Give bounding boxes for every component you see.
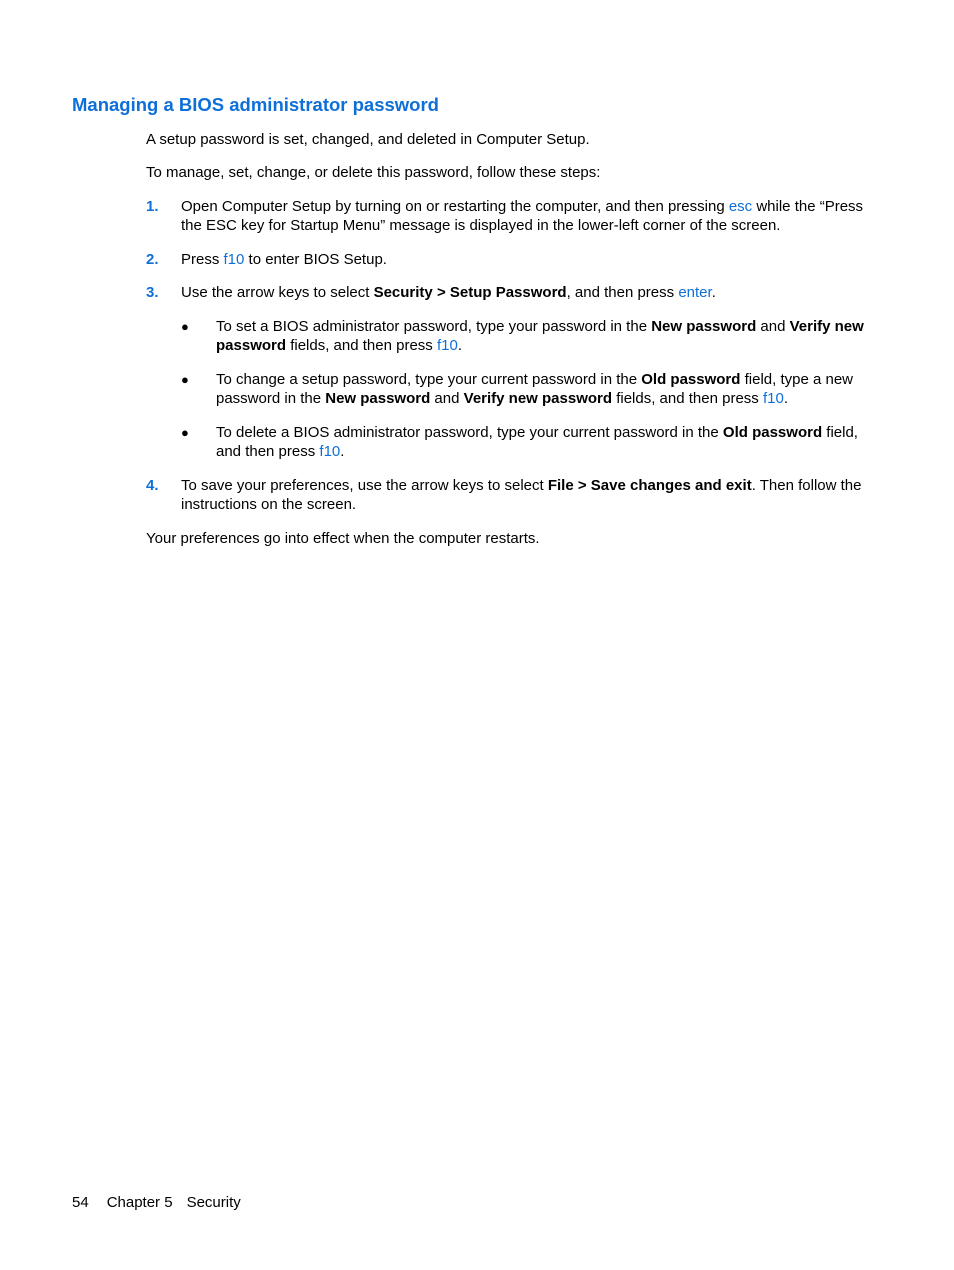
page-footer (72, 1193, 241, 1212)
bullet-text-part: field, and then press (216, 424, 858, 460)
page-title: Managing a BIOS administrator password (72, 94, 439, 115)
step-text-part: . (711, 284, 716, 301)
step-text-part: , and then press (566, 284, 679, 301)
field-name: New password (325, 390, 431, 407)
field-name: New password (651, 318, 757, 335)
bullet-text-part: fields, and then press (286, 337, 437, 354)
key-esc: esc (728, 198, 753, 215)
bullet-text-part: fields, and then press (612, 390, 763, 407)
key-enter: enter (678, 284, 712, 301)
field-name: Old password (641, 371, 741, 388)
field-name: Verify new password (216, 318, 864, 354)
step-text (181, 197, 876, 235)
step-number: 2. (146, 251, 159, 268)
step-text-part: Use the arrow keys to select (181, 284, 374, 301)
step-text (181, 250, 876, 269)
step-number: 4. (146, 477, 159, 494)
lead-paragraph: To manage, set, change, or delete this password, follow these steps: (146, 164, 601, 181)
intro-paragraph: A setup password is set, changed, and deleted in Computer Setup. (146, 131, 590, 148)
bullet-marker: ● (181, 319, 189, 334)
bullet-text-part: and (430, 390, 464, 407)
field-name: Verify new password (463, 390, 613, 407)
bullet-text-part: To delete a BIOS administrator password, type your current password in the (216, 424, 723, 441)
key-f10: f10 (436, 337, 458, 354)
page-number: 54 (72, 1194, 89, 1211)
menu-path: File > Save changes and exit (547, 477, 752, 494)
bullet-text-part: field, type a new password in the (216, 371, 854, 407)
step-text-part: while the “Press the ESC key for Startup Menu” message is displayed in the lower-left corner of the screen. (181, 198, 864, 234)
step-text-part: to enter BIOS Setup. (244, 251, 387, 268)
chapter-label: Chapter 5 (106, 1194, 173, 1211)
bullet-text-part: . (340, 443, 345, 460)
menu-path: Security > Setup Password (373, 284, 567, 301)
step-number: 3. (146, 284, 159, 301)
step-text (181, 476, 876, 514)
key-f10: f10 (762, 390, 784, 407)
bullet-text-part: and (756, 318, 790, 335)
bullet-text (216, 423, 876, 461)
bullet-marker: ● (181, 425, 189, 440)
bullet-text-part: To change a setup password, type your current password in the (216, 371, 642, 388)
key-f10: f10 (223, 251, 245, 268)
bullet-marker: ● (181, 372, 189, 387)
bullet-text-part: . (783, 390, 788, 407)
closing-paragraph: Your preferences go into effect when the computer restarts. (146, 530, 540, 547)
bullet-text-part: To set a BIOS administrator password, type your password in the (216, 318, 652, 335)
step-text-part: To save your preferences, use the arrow keys to select (181, 477, 548, 494)
bullet-text (216, 370, 876, 408)
step-number: 1. (146, 198, 159, 215)
key-f10: f10 (319, 443, 341, 460)
bullet-text (216, 317, 876, 355)
step-text (181, 283, 876, 302)
step-text-part: Open Computer Setup by turning on or restarting the computer, and then pressing (181, 198, 729, 215)
step-text-part: . Then follow the instructions on the screen. (181, 477, 862, 513)
section-label: Security (186, 1194, 241, 1211)
field-name: Old password (722, 424, 823, 441)
step-text-part: Press (181, 251, 224, 268)
bullet-text-part: . (457, 337, 462, 354)
